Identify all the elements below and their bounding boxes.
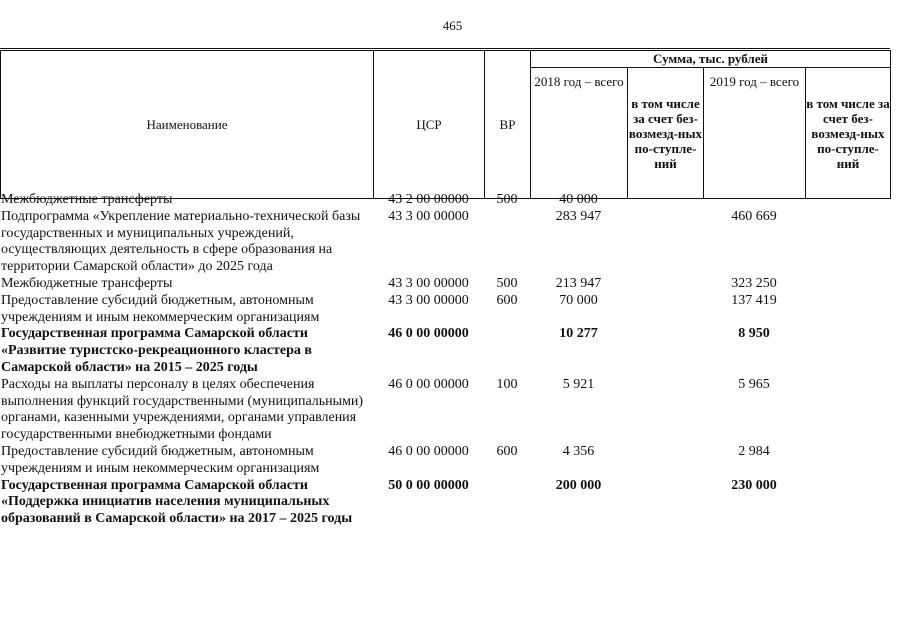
cell-name: Межбюджетные трансферты xyxy=(1,192,173,207)
cell-csr: 46 0 00 00000 xyxy=(388,376,469,392)
cell-2019-total: 460 669 xyxy=(731,208,777,224)
table-row xyxy=(0,478,890,528)
cell-csr: 46 0 00 00000 xyxy=(388,326,469,342)
cell-2018-total: 283 947 xyxy=(555,208,602,224)
cell-vr: 500 xyxy=(496,192,518,207)
cell-2019-total: 5 965 xyxy=(738,376,770,392)
table-row xyxy=(0,293,890,327)
cell-2018-total: 4 356 xyxy=(562,443,595,459)
cell-csr: 46 0 00 00000 xyxy=(388,443,469,459)
cell-name: Подпрограмма «Укрепление материально-технической базы государственных и муниципальных учреждений, осуществляющих деятельность в сфере образования на территории Самарской области» до 2025 года xyxy=(1,208,361,275)
cell-csr: 43 2 00 00000 xyxy=(388,192,469,207)
header-2019-free: в том числе за счет без-возмезд-ных по-ступле-ний xyxy=(806,68,891,199)
table-header xyxy=(0,50,891,199)
table-top-rule xyxy=(0,48,890,49)
cell-csr: 50 0 00 00000 xyxy=(388,477,469,493)
cell-csr: 43 3 00 00000 xyxy=(388,208,469,224)
cell-2018-total: 40 000 xyxy=(559,192,598,207)
table-row xyxy=(0,326,890,376)
header-vr: ВР xyxy=(485,51,531,199)
cell-2019-total: 137 419 xyxy=(731,292,777,308)
cell-vr: 100 xyxy=(496,376,518,392)
cell-2019-total: 2 984 xyxy=(738,443,770,459)
cell-2019-total: 323 250 xyxy=(731,275,777,291)
cell-2019-total: 8 950 xyxy=(738,326,770,342)
cell-csr: 43 3 00 00000 xyxy=(388,292,469,308)
cell-name: Предоставление субсидий бюджетным, автономным учреждениям и иным некоммерческим организациям xyxy=(1,443,320,476)
cell-name: Межбюджетные трансферты xyxy=(1,275,173,291)
cell-vr: 600 xyxy=(496,292,518,308)
header-name: Наименование xyxy=(1,51,374,199)
header-sum-group: Сумма, тыс. рублей xyxy=(531,51,891,68)
page-number: 465 xyxy=(442,18,463,33)
cell-vr: 600 xyxy=(496,443,518,459)
cell-name: Государственная программа Самарской области «Развитие туристско-рекреационного кластера в Самарской области» на 2015 – 2025 годы xyxy=(1,326,312,375)
cell-name: Расходы на выплаты персоналу в целях обеспечения выполнения функций государственными (муниципальными) органами, казенными учреждениями, органами управления государственными внебюджетными фондами xyxy=(1,376,364,443)
cell-vr: 500 xyxy=(496,275,518,291)
table-row xyxy=(0,377,890,444)
header-2018-total: 2018 год – всего xyxy=(531,68,628,199)
cell-2019-total: 230 000 xyxy=(731,477,777,493)
cell-name: Государственная программа Самарской области «Поддержка инициатив населения муниципальных образований в Самарской области» на 2017 – 2025 годы xyxy=(1,477,353,527)
cell-2018-total: 200 000 xyxy=(555,477,602,493)
cell-csr: 43 3 00 00000 xyxy=(388,275,469,291)
table-row xyxy=(0,444,890,478)
header-csr: ЦСР xyxy=(374,51,485,199)
cell-name: Предоставление субсидий бюджетным, автономным учреждениям и иным некоммерческим организациям xyxy=(1,292,320,325)
table-row xyxy=(0,276,890,293)
table-row xyxy=(0,192,890,209)
cell-2018-total: 5 921 xyxy=(562,376,595,392)
cell-2018-total: 70 000 xyxy=(559,292,598,308)
table-row xyxy=(0,209,890,276)
header-2019-total: 2019 год – всего xyxy=(704,68,806,199)
table-body xyxy=(0,192,890,528)
header-2018-free: в том числе за счет без-возмезд-ных по-ступле-ний xyxy=(628,68,704,199)
cell-2018-total: 10 277 xyxy=(559,326,598,342)
cell-2018-total: 213 947 xyxy=(555,275,602,291)
